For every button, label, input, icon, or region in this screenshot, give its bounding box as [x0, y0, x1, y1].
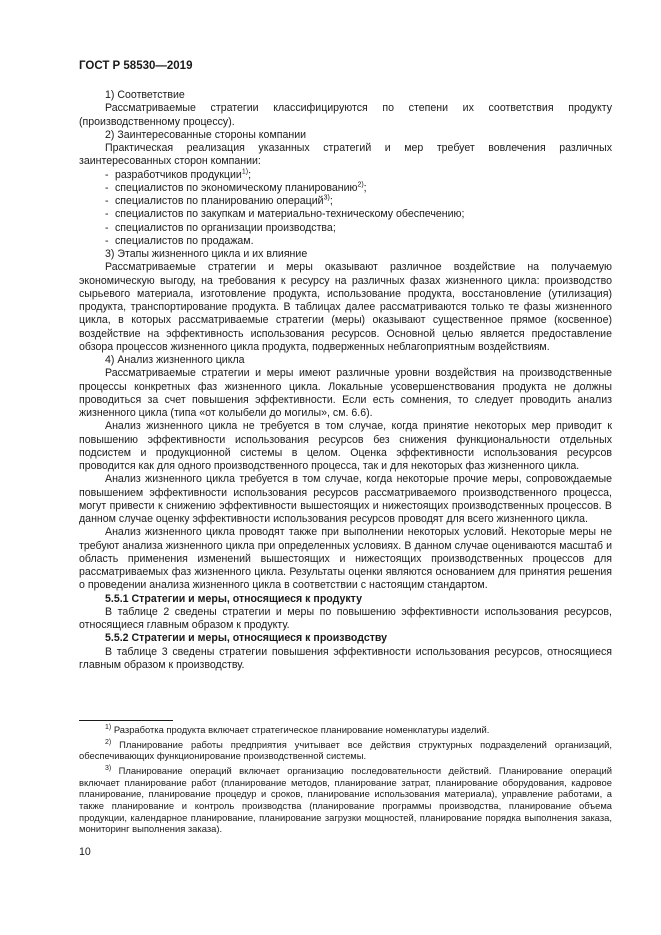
- footnote-text: Разработка продукта включает стратегическое планирование номенклатуры изделий.: [113, 724, 490, 735]
- paragraph: Рассматриваемые стратегии классифицируются по степени их соответствия продукту (производственному процессу).: [79, 102, 612, 128]
- paragraph: Рассматриваемые стратегии и меры оказывают различное воздействие на получаемую экономическую выгоду, на требования к ресурсу на различных фазах жизненного цикла: производство сырьевого материала, изготовление продукта, использование продукта, восстановление (утилизация) продукта, транспортирование продукта. В таблицах далее рассматриваются только те фазы жизненного цикла, в которых рассматриваемые стратегии (меры) оказывают существенное прямое (косвенное) воздействие на эффективность использования ресурсов. Основной целью является предоставление обзора процессов жизненного цикла продукта, подверженных неблагоприятным воздействиям.: [79, 261, 612, 353]
- list-item: - специалистов по экономическому планированию$^{2)}$;: [105, 181, 367, 194]
- paragraph: 4) Анализ жизненного цикла: [105, 354, 245, 366]
- footnotes: [79, 724, 612, 838]
- list-item: - специалистов по закупкам и материально-техническому обеспечению;: [105, 208, 465, 221]
- footnote-ref: 1): [241, 167, 249, 175]
- list-item-end: ;: [329, 195, 333, 207]
- footnote: [79, 739, 612, 762]
- footnote: [79, 765, 612, 835]
- footnote-ref: 3): [323, 194, 330, 202]
- list-item-text: специалистов по экономическому планированию: [115, 181, 358, 194]
- section-heading: 5.5.2 Стратегии и меры, относящиеся к производству: [105, 632, 388, 645]
- paragraph: Анализ жизненного цикла не требуется в том случае, когда принятие некоторых мер приводит к повышению эффективности использования ресурсов без снижения функциональности отдельных подсистем и продукционной системы в целом. Оценка эффективности использования ресурсов проводится как для одного производственного процесса, так и для некоторых фаз жизненного цикла.: [79, 420, 612, 472]
- footnote-separator: [79, 720, 173, 721]
- paragraph: Рассматриваемые стратегии и меры имеют различные уровни воздействия на производственные процессы конкретных фаз жизненного цикла. Локальные усовершенствования продукта не должны проводиться за счет повышения эффективности. Если есть сомнения, то следует проводить анализ жизненного цикла (типа «от колыбели до могилы», см. 6.6).: [79, 367, 612, 419]
- list-item: - специалистов по организации производства;: [105, 221, 336, 234]
- document-header: ГОСТ Р 58530—2019: [79, 60, 193, 72]
- paragraph: В таблице 2 сведены стратегии и меры по повышению эффективности использования ресурсов, относящиеся главным образом к продукту.: [79, 605, 612, 631]
- paragraph: В таблице 3 сведены стратегии повышения эффективности использования ресурсов, относящиеся главным образом к производству.: [79, 645, 612, 671]
- paragraph: 1) Соответствие: [105, 89, 185, 101]
- list-item-text: разработчиков продукции: [115, 168, 242, 181]
- footnote-mark: 1): [105, 723, 112, 731]
- list-item-end: ;: [363, 181, 367, 194]
- paragraph: 2) Заинтересованные стороны компании: [105, 128, 307, 141]
- list-item-text: специалистов по продажам.: [115, 234, 254, 247]
- body-text: [79, 89, 612, 672]
- footnote-ref: 2): [357, 181, 364, 189]
- paragraph: Практическая реализация указанных стратегий и мер требует вовлечения различных заинтересованных сторон компании:: [79, 142, 612, 168]
- list-item: - специалистов по планированию операций$^{3)}$;: [105, 194, 333, 207]
- footnote-text: Планирование операций включает организацию последовательности действий. Планирование операций включает планирование работ (планирование методов, планирование затрат, планирование оборудования, кадровое планирование, планирование процедур и сроков, планирование использования материала), управление работами, а также планирование и контроль производства (планирование программы производства, планирование объема продукции, календарное планирование, планирование загрузки мощностей, планирование порядка выполнения заказа, мониторинг выполнения заказа).: [79, 765, 613, 835]
- paragraph: Анализ жизненного цикла требуется в том случае, когда некоторые прочие меры, сопровождаемые повышением эффективности использования ресурсов рассматриваемого производственного процесса, могут привести к снижению эффективности вышестоящих и нижестоящих производственных процессов. В данном случае оценку эффективности использования ресурсов проводят для всего жизненного цикла.: [79, 473, 612, 525]
- list-item-text: специалистов по закупкам и материально-техническому обеспечению;: [115, 208, 465, 221]
- footnote-text: Планирование работы предприятия учитывает все действия структурных подразделений организаций, обеспечивающих функционирование производственной системы.: [79, 738, 612, 762]
- footnote-mark: 3): [105, 765, 112, 773]
- list-item: - разработчиков продукции$^{1)}$;: [105, 167, 252, 181]
- list-item-end: ;: [248, 168, 252, 181]
- list-item: - специалистов по продажам.: [105, 234, 254, 247]
- list-item-text: специалистов по планированию операций: [115, 195, 324, 207]
- page-number: 10: [79, 846, 91, 858]
- paragraph: 3) Этапы жизненного цикла и их влияние: [105, 248, 308, 260]
- section-heading: 5.5.1 Стратегии и меры, относящиеся к продукту: [105, 592, 363, 605]
- footnote-mark: 2): [105, 738, 112, 746]
- paragraph: Анализ жизненного цикла проводят также при выполнении некоторых условий. Некоторые меры не требуют анализа жизненного цикла при определенных условиях. В данном случае оцениваются масштаб и область применения изменений вышестоящих и нижестоящих производственных процессов для рассматриваемых фаз жизненного цикла. Результаты оценки являются основанием для принятия решения о проведении анализа жизненного цикла в соответствии с настоящим стандартом.: [79, 526, 612, 592]
- list-item-text: специалистов по организации производства;: [115, 221, 336, 234]
- footnote: [79, 724, 612, 736]
